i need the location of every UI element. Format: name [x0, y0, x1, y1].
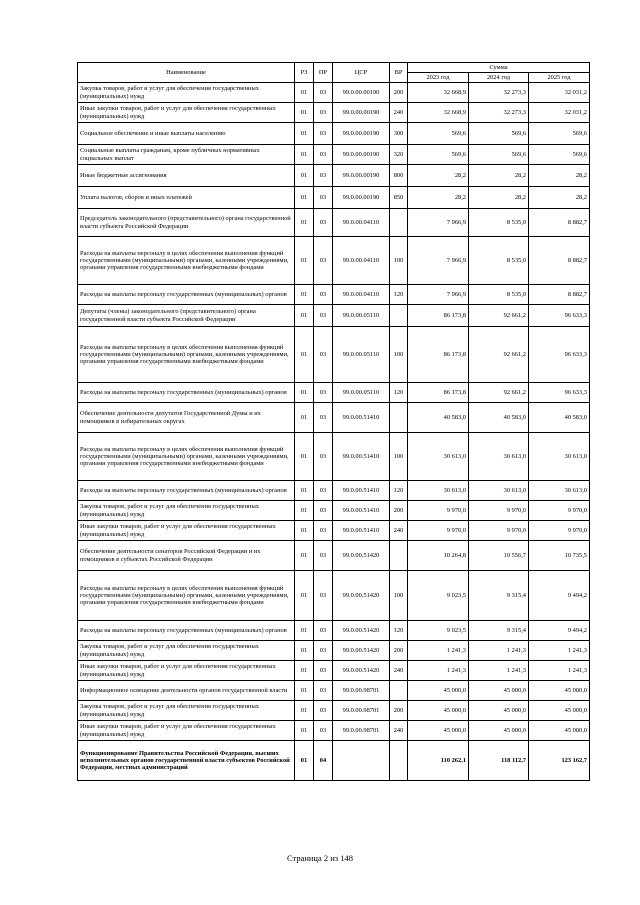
cell-csr: 99.0.00.00190: [333, 103, 390, 123]
table-row: [78, 403, 590, 433]
cell-2025: 96 633,3: [529, 305, 590, 327]
cell-2024: 8 535,0: [469, 237, 529, 285]
cell-vr: 200: [390, 83, 408, 103]
cell-rz: 01: [295, 383, 314, 403]
cell-2025: 569,6: [529, 145, 590, 165]
cell-2025: 1 241,3: [529, 641, 590, 661]
cell-csr: 99.0.00.51420: [333, 541, 390, 571]
cell-2023: 30 613,0: [408, 433, 469, 481]
table-row: [78, 621, 590, 641]
cell-pr: 03: [314, 123, 333, 145]
cell-rz: 01: [295, 501, 314, 521]
cell-csr: 99.0.00.51420: [333, 641, 390, 661]
cell-rz: 01: [295, 661, 314, 681]
cell-2023: 32 668,9: [408, 83, 469, 103]
cell-2023: 40 583,0: [408, 403, 469, 433]
cell-rz: 01: [295, 145, 314, 165]
table-row: [78, 661, 590, 681]
cell-rz: 01: [295, 305, 314, 327]
cell-name: Закупка товаров, работ и услуг для обеспечения государственных (муниципальных) нужд: [78, 501, 295, 521]
cell-name: Иные закупки товаров, работ и услуг для обеспечения государственных (муниципальных) нужд: [78, 721, 295, 741]
table-header: [78, 63, 590, 83]
cell-csr: 99.0.00.00190: [333, 165, 390, 187]
cell-2025: 1 241,3: [529, 661, 590, 681]
cell-rz: 01: [295, 327, 314, 383]
table-row: [78, 741, 590, 781]
cell-csr: 99.0.00.51410: [333, 481, 390, 501]
cell-vr: 100: [390, 433, 408, 481]
cell-vr: [390, 403, 408, 433]
cell-2025: 30 613,0: [529, 433, 590, 481]
cell-rz: 01: [295, 83, 314, 103]
cell-2024: 28,2: [469, 187, 529, 209]
cell-vr: 200: [390, 641, 408, 661]
cell-vr: 100: [390, 571, 408, 621]
cell-vr: [390, 541, 408, 571]
cell-vr: 100: [390, 327, 408, 383]
cell-csr: 99.0.00.98701: [333, 701, 390, 721]
cell-2024: 45 000,0: [469, 721, 529, 741]
cell-2023: 9 970,0: [408, 501, 469, 521]
cell-2023: 9 023,5: [408, 571, 469, 621]
col-sum-header: Сумма: [408, 63, 590, 73]
cell-2024: 569,6: [469, 145, 529, 165]
cell-2024: 1 241,3: [469, 641, 529, 661]
cell-2025: 9 494,2: [529, 621, 590, 641]
cell-vr: 320: [390, 145, 408, 165]
cell-2024: 9 315,4: [469, 571, 529, 621]
cell-pr: 03: [314, 721, 333, 741]
cell-rz: 01: [295, 209, 314, 237]
cell-2023: 1 241,3: [408, 661, 469, 681]
cell-2023: 10 264,8: [408, 541, 469, 571]
cell-2023: 7 966,9: [408, 209, 469, 237]
cell-pr: 03: [314, 641, 333, 661]
table-row: [78, 305, 590, 327]
cell-2023: 86 173,8: [408, 383, 469, 403]
cell-2024: 32 273,3: [469, 103, 529, 123]
cell-2024: 118 112,7: [469, 741, 529, 781]
cell-pr: 03: [314, 187, 333, 209]
cell-vr: 240: [390, 103, 408, 123]
cell-name: Иные закупки товаров, работ и услуг для обеспечения государственных (муниципальных) нужд: [78, 103, 295, 123]
cell-rz: 01: [295, 123, 314, 145]
cell-pr: 03: [314, 145, 333, 165]
cell-rz: 01: [295, 285, 314, 305]
cell-pr: 03: [314, 83, 333, 103]
cell-2023: 7 966,9: [408, 285, 469, 305]
cell-csr: 99.0.00.04110: [333, 237, 390, 285]
cell-csr: 99.0.00.00190: [333, 145, 390, 165]
table-row: [78, 681, 590, 701]
col-year-2024-header: 2024 год: [469, 73, 529, 83]
cell-name: Иные бюджетные ассигнования: [78, 165, 295, 187]
cell-rz: 01: [295, 103, 314, 123]
col-year-2025-header: 2025 год: [529, 73, 590, 83]
table-row: [78, 721, 590, 741]
cell-vr: 120: [390, 621, 408, 641]
cell-vr: 120: [390, 481, 408, 501]
cell-2024: 92 661,2: [469, 305, 529, 327]
col-rz-header: РЗ: [295, 63, 314, 83]
cell-vr: 120: [390, 285, 408, 305]
cell-name: Закупка товаров, работ и услуг для обеспечения государственных (муниципальных) нужд: [78, 701, 295, 721]
cell-2023: 45 000,0: [408, 681, 469, 701]
cell-vr: [390, 681, 408, 701]
cell-2024: 45 000,0: [469, 701, 529, 721]
page-number: Страница 2 из 148: [286, 853, 354, 863]
table-row: [78, 433, 590, 481]
cell-pr: 03: [314, 383, 333, 403]
cell-csr: 99.0.00.51420: [333, 661, 390, 681]
table-row: [78, 383, 590, 403]
cell-rz: 01: [295, 165, 314, 187]
table-row: [78, 571, 590, 621]
cell-name: Социальные выплаты гражданам, кроме публичных нормативных социальных выплат: [78, 145, 295, 165]
cell-name: Уплата налогов, сборов и иных платежей: [78, 187, 295, 209]
cell-pr: 03: [314, 621, 333, 641]
cell-2023: 28,2: [408, 187, 469, 209]
cell-2023: 45 000,0: [408, 721, 469, 741]
cell-vr: 120: [390, 383, 408, 403]
cell-vr: 100: [390, 237, 408, 285]
cell-2024: 40 583,0: [469, 403, 529, 433]
cell-rz: 01: [295, 433, 314, 481]
cell-rz: 01: [295, 521, 314, 541]
cell-pr: 03: [314, 327, 333, 383]
cell-vr: 200: [390, 701, 408, 721]
cell-rz: 01: [295, 721, 314, 741]
cell-csr: 99.0.00.98701: [333, 681, 390, 701]
cell-rz: 01: [295, 701, 314, 721]
cell-vr: 240: [390, 661, 408, 681]
table-row: [78, 145, 590, 165]
cell-2024: 10 556,7: [469, 541, 529, 571]
cell-vr: 200: [390, 501, 408, 521]
cell-pr: 03: [314, 209, 333, 237]
cell-name: Депутаты (члены) законодательного (представительного) органа государственной власти субъекта Российской Федерации: [78, 305, 295, 327]
cell-pr: 03: [314, 501, 333, 521]
table-body: [78, 83, 590, 781]
cell-2025: 45 000,0: [529, 681, 590, 701]
cell-pr: 03: [314, 681, 333, 701]
cell-vr: [390, 209, 408, 237]
cell-2024: 9 970,0: [469, 501, 529, 521]
cell-2025: 8 882,7: [529, 209, 590, 237]
cell-2025: 40 583,0: [529, 403, 590, 433]
cell-pr: 03: [314, 481, 333, 501]
cell-rz: 01: [295, 641, 314, 661]
cell-csr: 99.0.00.04110: [333, 285, 390, 305]
cell-pr: 03: [314, 305, 333, 327]
cell-2024: 32 273,3: [469, 83, 529, 103]
cell-name: Закупка товаров, работ и услуг для обеспечения государственных (муниципальных) нужд: [78, 641, 295, 661]
cell-rz: 01: [295, 481, 314, 501]
cell-2024: 8 535,0: [469, 285, 529, 305]
cell-2024: 92 661,2: [469, 383, 529, 403]
cell-pr: 03: [314, 433, 333, 481]
cell-2023: 7 966,9: [408, 237, 469, 285]
cell-vr: 240: [390, 721, 408, 741]
cell-csr: [333, 741, 390, 781]
cell-name: Расходы на выплаты персоналу в целях обеспечения выполнения функций государственными (муниципальными) органами, казенными учреждениями, органами управления государственными внебюджетными фондами: [78, 237, 295, 285]
cell-pr: 03: [314, 661, 333, 681]
cell-2025: 9 494,2: [529, 571, 590, 621]
cell-2024: 30 613,0: [469, 433, 529, 481]
cell-2025: 8 882,7: [529, 285, 590, 305]
cell-2025: 569,6: [529, 123, 590, 145]
cell-2023: 30 613,0: [408, 481, 469, 501]
cell-name: Расходы на выплаты персоналу государственных (муниципальных) органов: [78, 481, 295, 501]
cell-csr: 99.0.00.05110: [333, 305, 390, 327]
cell-rz: 01: [295, 571, 314, 621]
cell-2023: 86 173,8: [408, 327, 469, 383]
cell-rz: 01: [295, 403, 314, 433]
table-row: [78, 541, 590, 571]
cell-csr: 99.0.00.51420: [333, 571, 390, 621]
cell-csr: 99.0.00.51420: [333, 621, 390, 641]
cell-2025: 45 000,0: [529, 701, 590, 721]
cell-2025: 8 882,7: [529, 237, 590, 285]
cell-csr: 99.0.00.51410: [333, 521, 390, 541]
cell-2024: 1 241,3: [469, 661, 529, 681]
table-row: [78, 187, 590, 209]
cell-csr: 99.0.00.00190: [333, 187, 390, 209]
cell-2025: 45 000,0: [529, 721, 590, 741]
cell-rz: 01: [295, 621, 314, 641]
cell-csr: 99.0.00.04110: [333, 209, 390, 237]
cell-name: Социальное обеспечение и иные выплаты населению: [78, 123, 295, 145]
cell-name: Функционирование Правительства Российской Федерации, высших исполнительных органов государственной власти субъектов Российской Федерации, местных администраций: [78, 741, 295, 781]
cell-2023: 569,6: [408, 123, 469, 145]
cell-pr: 03: [314, 541, 333, 571]
cell-name: Расходы на выплаты персоналу в целях обеспечения выполнения функций государственными (муниципальными) органами, казенными учреждениями, органами управления государственными внебюджетными фондами: [78, 571, 295, 621]
table-row: [78, 481, 590, 501]
cell-2023: 86 173,8: [408, 305, 469, 327]
cell-2024: 45 000,0: [469, 681, 529, 701]
cell-csr: 99.0.00.51410: [333, 433, 390, 481]
cell-2025: 96 633,3: [529, 383, 590, 403]
cell-2025: 9 970,0: [529, 501, 590, 521]
cell-name: Расходы на выплаты персоналу в целях обеспечения выполнения функций государственными (муниципальными) органами, казенными учреждениями, органами управления государственными внебюджетными фондами: [78, 327, 295, 383]
cell-2025: 30 613,0: [529, 481, 590, 501]
col-vr-header: ВР: [390, 63, 408, 83]
cell-2025: 96 633,3: [529, 327, 590, 383]
cell-2023: 45 000,0: [408, 701, 469, 721]
table-row: [78, 209, 590, 237]
cell-2025: 28,2: [529, 187, 590, 209]
cell-name: Иные закупки товаров, работ и услуг для обеспечения государственных (муниципальных) нужд: [78, 521, 295, 541]
cell-csr: 99.0.00.05110: [333, 383, 390, 403]
cell-2023: 28,2: [408, 165, 469, 187]
table-row: [78, 83, 590, 103]
cell-rz: 01: [295, 741, 314, 781]
cell-csr: 99.0.00.51410: [333, 403, 390, 433]
col-csr-header: ЦСР: [333, 63, 390, 83]
cell-name: Председатель законодательного (представительного) органа государственной власти субъекта Российской Федерации: [78, 209, 295, 237]
cell-pr: 03: [314, 521, 333, 541]
cell-name: Расходы на выплаты персоналу в целях обеспечения выполнения функций государственными (муниципальными) органами, казенными учреждениями, органами управления государственными внебюджетными фондами: [78, 433, 295, 481]
cell-2023: 110 262,1: [408, 741, 469, 781]
cell-pr: 03: [314, 403, 333, 433]
cell-pr: 03: [314, 165, 333, 187]
table-row: [78, 237, 590, 285]
cell-2025: 28,2: [529, 165, 590, 187]
cell-2024: 92 661,2: [469, 327, 529, 383]
cell-rz: 01: [295, 237, 314, 285]
cell-name: Расходы на выплаты персоналу государственных (муниципальных) органов: [78, 383, 295, 403]
cell-pr: 03: [314, 571, 333, 621]
cell-pr: 03: [314, 285, 333, 305]
cell-2025: 10 735,5: [529, 541, 590, 571]
cell-2023: 569,6: [408, 145, 469, 165]
cell-2024: 9 315,4: [469, 621, 529, 641]
cell-vr: [390, 305, 408, 327]
cell-2025: 123 162,7: [529, 741, 590, 781]
cell-2023: 32 668,9: [408, 103, 469, 123]
cell-pr: 03: [314, 237, 333, 285]
cell-2025: 9 970,0: [529, 521, 590, 541]
cell-2024: 8 535,0: [469, 209, 529, 237]
cell-csr: 99.0.00.51410: [333, 501, 390, 521]
cell-vr: 800: [390, 165, 408, 187]
col-year-2023-header: 2023 год: [408, 73, 469, 83]
cell-name: Расходы на выплаты персоналу государственных (муниципальных) органов: [78, 285, 295, 305]
cell-name: Расходы на выплаты персоналу государственных (муниципальных) органов: [78, 621, 295, 641]
cell-2023: 9 023,5: [408, 621, 469, 641]
cell-name: Иные закупки товаров, работ и услуг для обеспечения государственных (муниципальных) нужд: [78, 661, 295, 681]
cell-pr: 04: [314, 741, 333, 781]
table-row: [78, 123, 590, 145]
cell-vr: 300: [390, 123, 408, 145]
col-name-header: Наименование: [78, 63, 295, 83]
cell-csr: 99.0.00.00190: [333, 83, 390, 103]
cell-vr: 240: [390, 521, 408, 541]
table-row: [78, 103, 590, 123]
cell-2023: 9 970,0: [408, 521, 469, 541]
cell-pr: 03: [314, 103, 333, 123]
budget-table: [77, 62, 590, 781]
cell-name: Обеспечение деятельности депутатов Государственной Думы и их помощников в избирательных округах: [78, 403, 295, 433]
table-row: [78, 701, 590, 721]
cell-csr: 99.0.00.00190: [333, 123, 390, 145]
col-pr-header: ПР: [314, 63, 333, 83]
cell-2025: 32 031,2: [529, 103, 590, 123]
cell-2024: 28,2: [469, 165, 529, 187]
cell-2024: 9 970,0: [469, 521, 529, 541]
table-row: [78, 501, 590, 521]
cell-name: Закупка товаров, работ и услуг для обеспечения государственных (муниципальных) нужд: [78, 83, 295, 103]
table-row: [78, 641, 590, 661]
cell-2023: 1 241,3: [408, 641, 469, 661]
cell-csr: 99.0.00.05110: [333, 327, 390, 383]
cell-rz: 01: [295, 681, 314, 701]
table-row: [78, 327, 590, 383]
cell-name: Обеспечение деятельности сенаторов Российской Федерации и их помощников в субъектах Российской Федерации: [78, 541, 295, 571]
cell-2025: 32 031,2: [529, 83, 590, 103]
cell-rz: 01: [295, 541, 314, 571]
cell-pr: 03: [314, 701, 333, 721]
cell-vr: [390, 741, 408, 781]
cell-name: Информационное освещение деятельности органов государственной власти: [78, 681, 295, 701]
cell-2024: 30 613,0: [469, 481, 529, 501]
cell-csr: 99.0.00.98701: [333, 721, 390, 741]
cell-vr: 850: [390, 187, 408, 209]
table-row: [78, 285, 590, 305]
cell-rz: 01: [295, 187, 314, 209]
table-row: [78, 165, 590, 187]
cell-2024: 569,6: [469, 123, 529, 145]
table-row: [78, 521, 590, 541]
